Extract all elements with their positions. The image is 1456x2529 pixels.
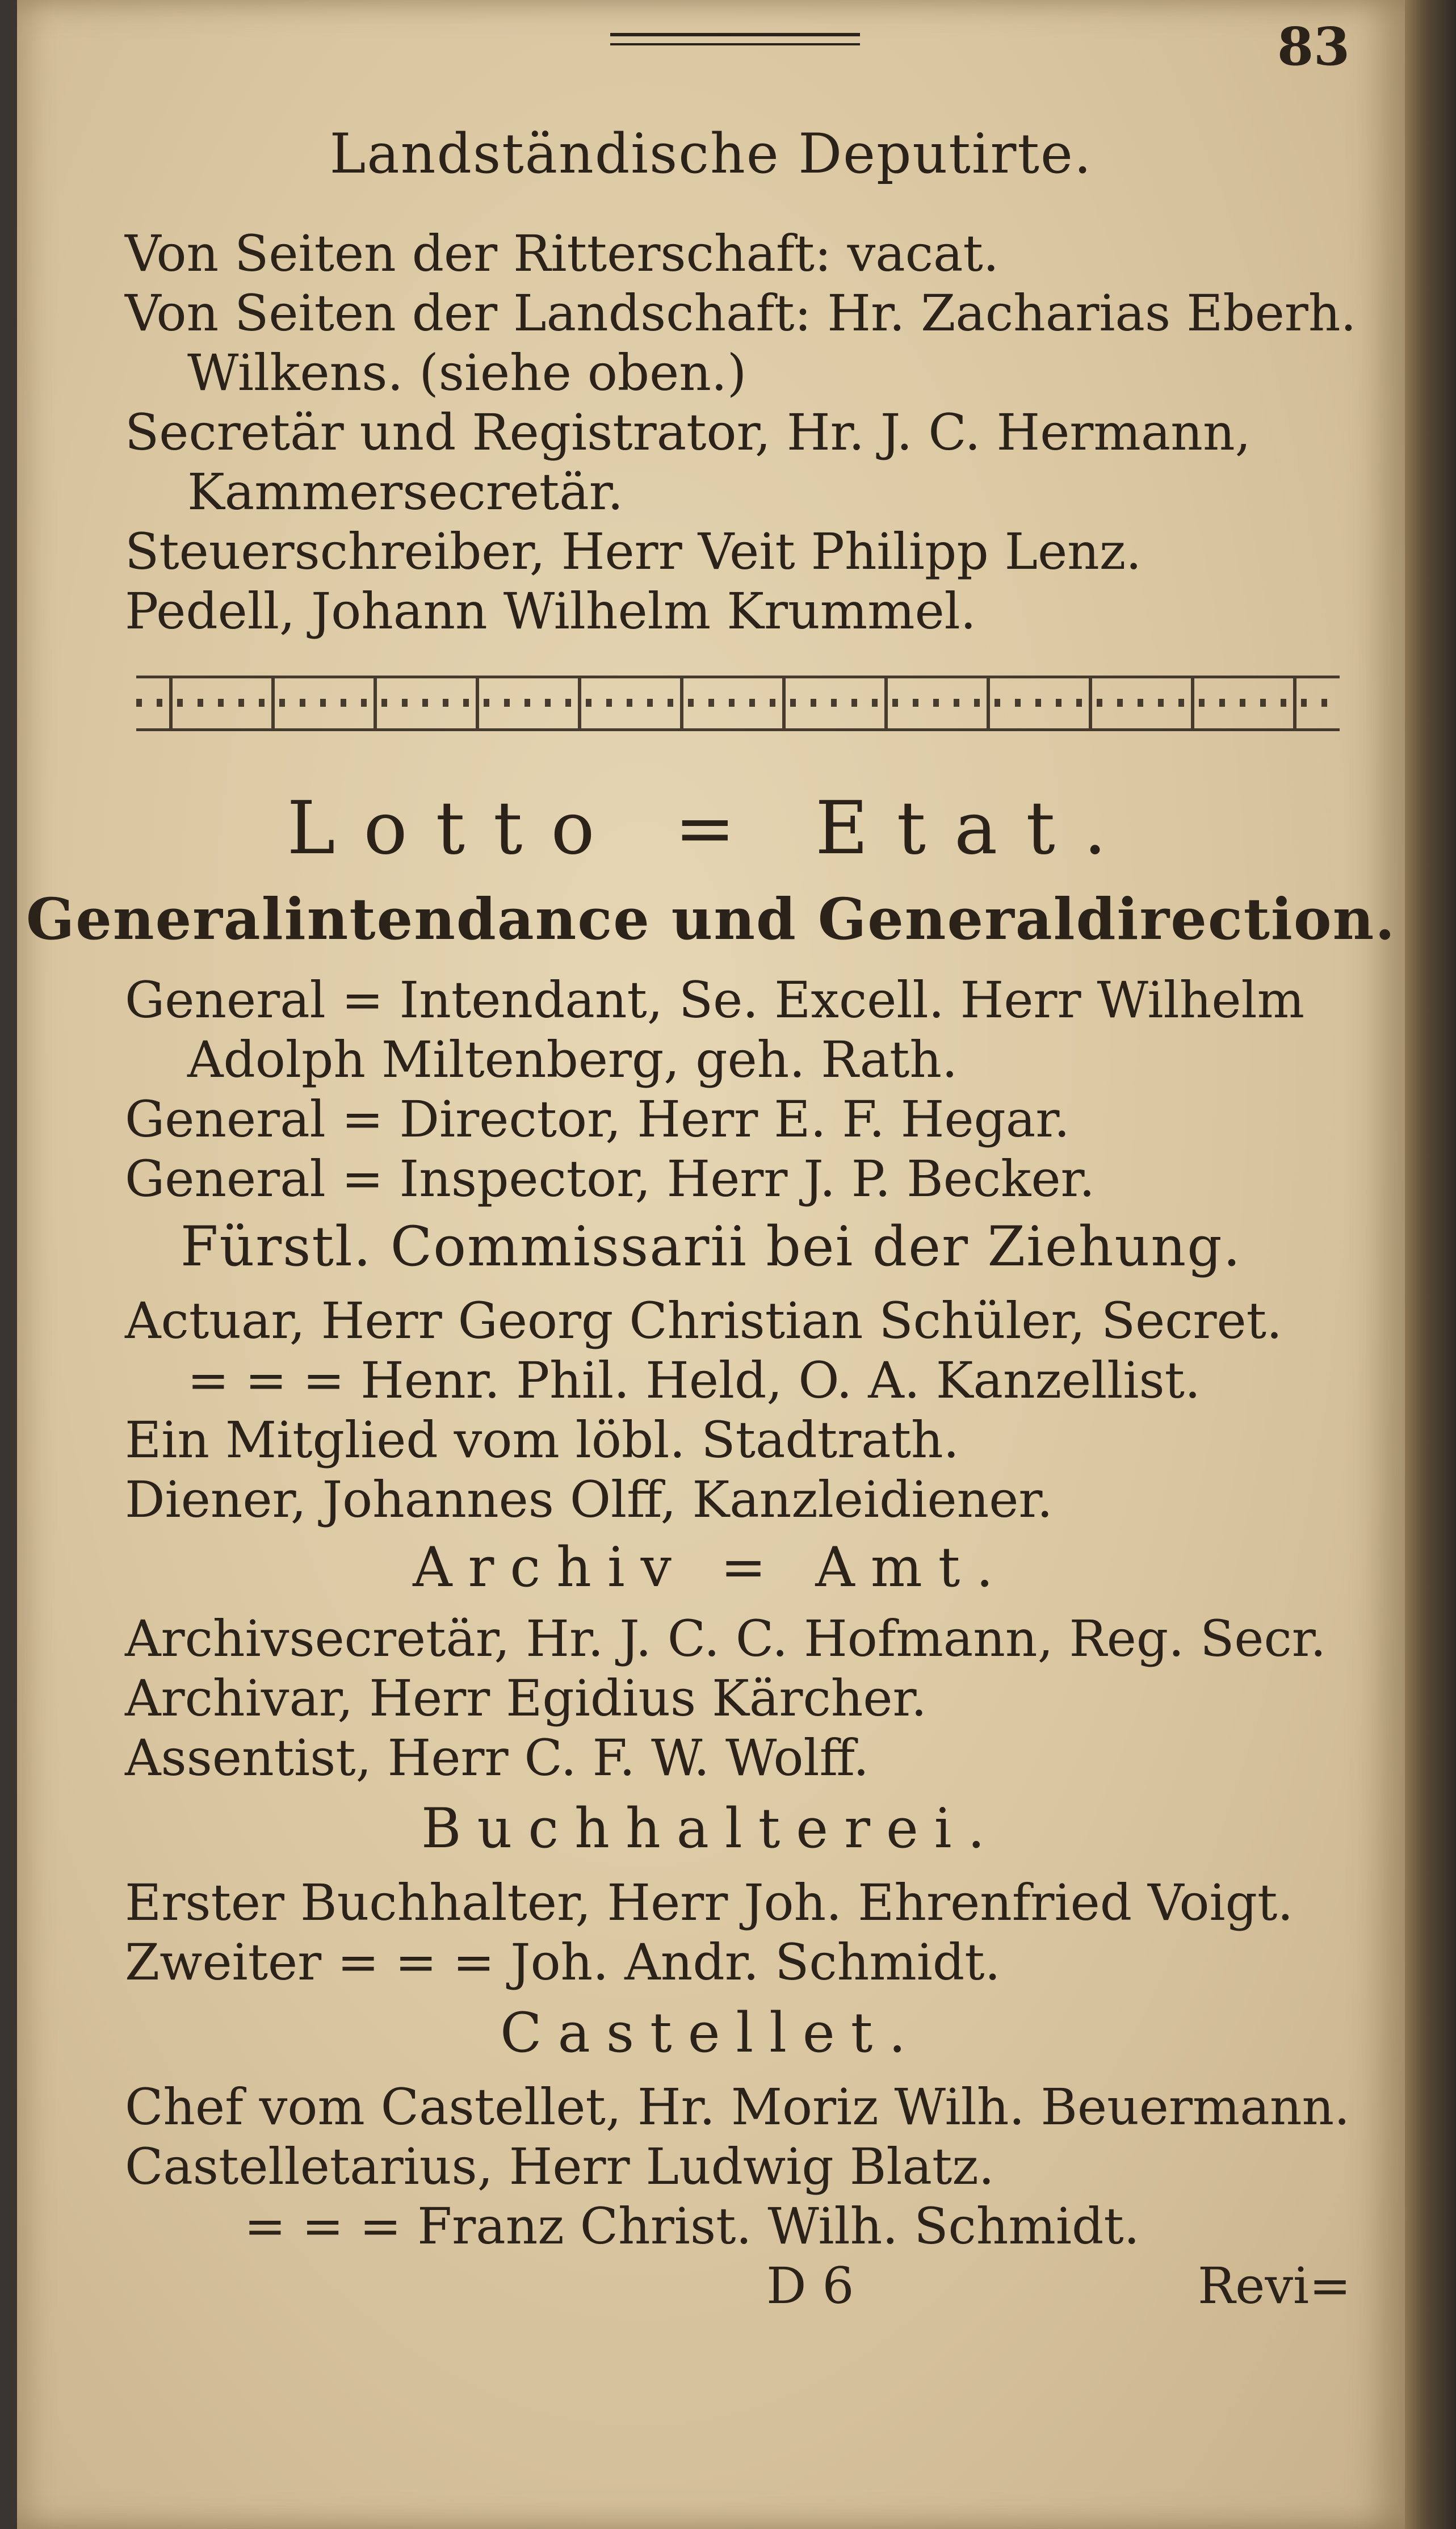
subtitle-generalintendance: Generalintendance und Generaldirection.	[26, 886, 1396, 953]
page-number: 83	[1277, 16, 1350, 77]
header-rule	[610, 33, 860, 45]
text-line: Ein Mitglied vom löbl. Stadtrath.	[125, 1411, 959, 1469]
section-title-castellet: Castellet.	[500, 2001, 922, 2065]
text-line: Archivar, Herr Egidius Kärcher.	[125, 1669, 927, 1727]
section-title-lotto: Lotto = Etat.	[287, 786, 1135, 871]
text-line: Zweiter = = = Joh. Andr. Schmidt.	[125, 1933, 1001, 1991]
text-line: Pedell, Johann Wilhelm Krummel.	[125, 582, 976, 640]
text-line: Von Seiten der Ritterschaft: vacat.	[125, 224, 999, 283]
section-title-archiv: Archiv = Amt.	[413, 1536, 1009, 1599]
text-line: General = Intendant, Se. Excell. Herr Wilhelm	[125, 971, 1305, 1029]
text-line: General = Director, Herr E. F. Hegar.	[125, 1090, 1070, 1148]
ornamental-border	[136, 676, 1340, 731]
text-line: Steuerschreiber, Herr Veit Philipp Lenz.	[125, 522, 1142, 581]
book-page	[17, 0, 1405, 2529]
text-line: Chef vom Castellet, Hr. Moriz Wilh. Beuermann.	[125, 2078, 1350, 2136]
text-line: Archivsecretär, Hr. J. C. C. Hofmann, Reg. Secr.	[125, 1609, 1327, 1668]
text-line: Adolph Miltenberg, geh. Rath.	[187, 1030, 958, 1089]
text-line: Castelletarius, Herr Ludwig Blatz.	[125, 2137, 995, 2196]
book-edge	[1405, 0, 1456, 2529]
text-line: Assentist, Herr C. F. W. Wolff.	[125, 1729, 869, 1787]
text-line: Actuar, Herr Georg Christian Schüler, Secret.	[125, 1291, 1282, 1350]
section-title-buchhalterei: Buchhalterei.	[421, 1797, 1001, 1860]
text-line: = = = Franz Christ. Wilh. Schmidt.	[244, 2197, 1140, 2255]
section-title-commissarii: Fürstl. Commissarii bei der Ziehung.	[180, 1215, 1242, 1278]
signature-mark: D 6	[766, 2257, 854, 2315]
text-line: Erster Buchhalter, Herr Joh. Ehrenfried Voigt.	[125, 1873, 1294, 1932]
text-line: Von Seiten der Landschaft: Hr. Zacharias Eberh.	[125, 284, 1357, 342]
text-line: = = = Henr. Phil. Held, O. A. Kanzellist.	[187, 1351, 1201, 1410]
text-line: Kammersecretär.	[187, 463, 624, 521]
catchword: Revi=	[1198, 2257, 1351, 2315]
text-line: Diener, Johannes Olff, Kanzleidiener.	[125, 1470, 1053, 1529]
text-line: General = Inspector, Herr J. P. Becker.	[125, 1150, 1095, 1208]
section-title-landstaendische: Landständische Deputirte.	[329, 122, 1093, 186]
text-line: Wilkens. (siehe oben.)	[187, 343, 747, 402]
text-line: Secretär und Registrator, Hr. J. C. Hermann,	[125, 403, 1251, 462]
